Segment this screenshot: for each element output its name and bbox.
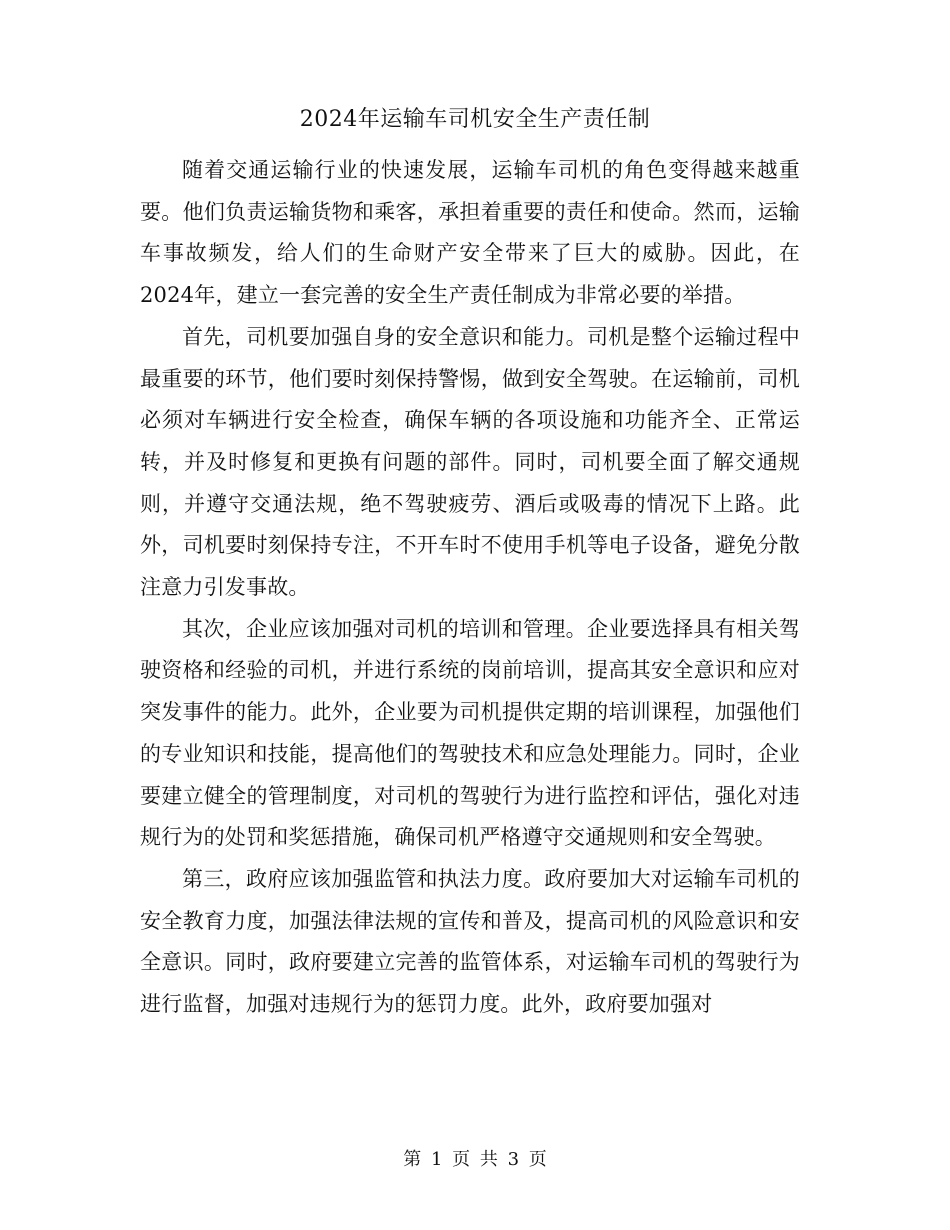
page-number-footer: 第 1 页 共 3 页: [403, 1149, 547, 1170]
document-title: 2024年运输车司机安全生产责任制: [299, 107, 651, 132]
paragraph-government-responsibility: 第三，政府应该加强监管和执法力度。政府要加大对运输车司机的安全教育力度，加强法律法规的宣传和普及，提高司机的风险意识和安全意识。同时，政府要建立完善的监管体系，对运输车司机的驾驶行为进行监督，加强对违规行为的惩罚力度。此外，政府要加强对: [140, 866, 800, 1017]
paragraph-driver-responsibility: 首先，司机要加强自身的安全意识和能力。司机是整个运输过程中最重要的环节，他们要时刻保持警惕，做到安全驾驶。在运输前，司机必须对车辆进行安全检查，确保车辆的各项设施和功能齐全、正常运转，并及时修复和更换有问题的部件。同时，司机要全面了解交通规则，并遵守交通法规，绝不驾驶疲劳、酒后或吸毒的情况下上路。此外，司机要时刻保持专注，不开车时不使用手机等电子设备，避免分散注意力引发事故。: [140, 324, 800, 600]
paragraph-intro: 随着交通运输行业的快速发展，运输车司机的角色变得越来越重要。他们负责运输货物和乘客，承担着重要的责任和使命。然而，运输车事故频发，给人们的生命财产安全带来了巨大的威胁。因此，在2024年，建立一套完善的安全生产责任制成为非常必要的举措。: [140, 158, 800, 308]
paragraph-enterprise-responsibility: 其次，企业应该加强对司机的培训和管理。企业要选择具有相关驾驶资格和经验的司机，并进行系统的岗前培训，提高其安全意识和应对突发事件的能力。此外，企业要为司机提供定期的培训课程，加强他们的专业知识和技能，提高他们的驾驶技术和应急处理能力。同时，企业要建立健全的管理制度，对司机的驾驶行为进行监控和评估，强化对违规行为的处罚和奖惩措施，确保司机严格遵守交通规则和安全驾驶。: [140, 616, 800, 850]
document-body: [140, 150, 800, 1026]
